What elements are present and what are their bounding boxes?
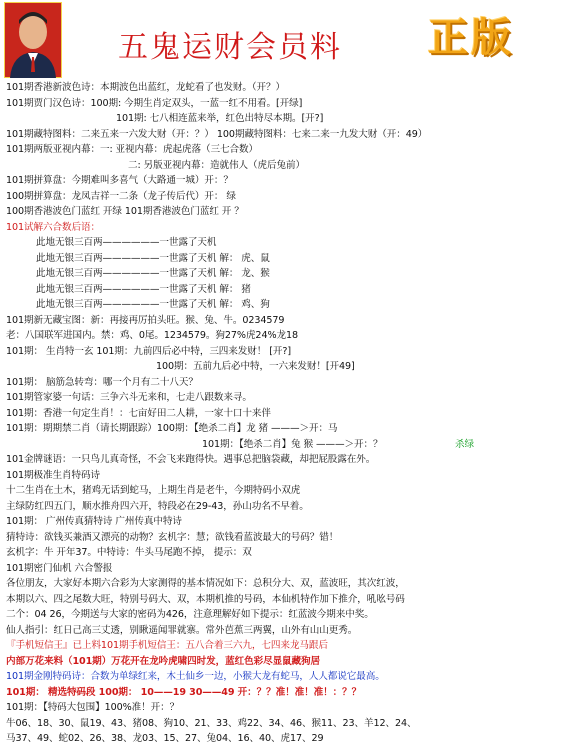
text-line: 101期： 脑筋急转弯：哪一个月有二十八天？ [6, 376, 198, 388]
text-line: 牛06、18、30、鼠19、43、猪08、狗10、21、33、鸡22、34、46、猴11、23、羊12、24、 [6, 717, 417, 729]
text-line: 此地无银三百两——————一世露了天机 [36, 237, 217, 248]
text-line: 101期密门仙机 六合警报 [6, 562, 113, 574]
text-line: 二个：04 26，今期送与大家的密码为426，注意理解好如下提示：红蓝波今期来中奖。 [6, 609, 374, 620]
text-line: 101期新无藏宝图：新：再接再厉拍头旺。猴、兔、牛。0234579 [6, 314, 285, 326]
text-line: 100期：五前九后必中特，一六来发财！[开49] [156, 361, 355, 372]
text-line: 老：八国联军进国内。禁：鸡、0尾。1234579。狗27%虎24%龙18 [6, 330, 298, 341]
text-line: 101期：【绝杀二肖】兔 猴 ———＞开：？ [202, 438, 383, 450]
text-line: 101期香港新波色诗：本期波色出蓝红，龙蛇看了也发财。（开？） [6, 82, 286, 93]
text-line: 101期：香港一句定生肖！：七亩好田二人耕，一家十口十来伴 [6, 407, 271, 419]
text-line: 二: 另版亚视内幕：造就伟人（虎后兔前） [128, 159, 305, 171]
text-line: 马37、49、蛇02、26、38、龙03、15、27、兔04、16、40、虎17、29 [6, 733, 324, 744]
text-line: 101期拼算盘：今期难叫多喜气（大路通一城）开：？ [6, 175, 233, 186]
text-line: 101期极准生肖特码诗 [6, 469, 100, 481]
text-line: 101金牌谜语：一只鸟儿真奇怪，不会飞来跑得快。遇事总把脑袋藏，却把屁股露在外。 [6, 454, 376, 465]
page-title: 五鬼运财会员料 [118, 30, 342, 65]
text-line: 101期: 七八相连蓝来举，红色出特尽本期。[开?] [116, 113, 324, 124]
text-line: 主绿防红四五门，顺水推舟四六开，特段必在29-43，孙山功名不早着。 [6, 500, 309, 512]
text-line: 101期两版亚视内幕：一: 亚视内幕：虎起虎落（三七合数） [6, 144, 258, 155]
genuine-stamp: 正版 [428, 15, 514, 61]
text-line: 101期：期期禁二肖（请长期跟踪）100期：【绝杀二肖】龙 猪 ———＞开：马 [6, 423, 338, 434]
text-line: 『手机短信王』已上料101期手机短信王：五八合着三六九，七四来龙马跟后 [6, 640, 328, 651]
text-line: 本期以六、四之尾数大旺，特别号码大、双，本期机推的号码，本仙机特作加下推介，吼吆号码 [6, 593, 405, 605]
text-line: 此地无银三百两——————一世露了天机 解： 鸡、狗 [36, 299, 270, 310]
result-tag: 杀绿 [455, 438, 474, 450]
text-line: 十二生肖在土木，猪鸡无话到蛇马，上期生肖是老牛，今期特码小双虎 [6, 485, 301, 496]
text-line: 此地无银三百两——————一世露了天机 解： 猪 [36, 283, 251, 295]
text-line: 101期：【特码大包围】100%准！开：？ [6, 702, 180, 713]
text-line: 101期： 生肖特一玄 101期：九前四后必中特，三四来发财！ [开?] [6, 345, 291, 357]
text-line: 101期管家婆一句话：三争六斗无来和，七走八跟数来寻。 [6, 392, 252, 403]
text-line: 猜特诗：欲钱买兼酒又漂亮的动物？玄机字：慧；欲钱看蓝波最大的号码？错！ [6, 531, 339, 543]
text-line: 100期拼算盘：龙凤吉祥一二条（龙子传后代）开： 绿 [6, 190, 236, 202]
text-line: 101期贾门汉色诗：100期: 今期生肖定双头，一蓝一红不用看。[开绿] [6, 97, 303, 109]
text-line: 101期金刚特码诗：合数为单绿红来，木土仙乡一边，小猴大龙有蛇马，人人都说它最高。 [6, 671, 385, 682]
text-line: 100期香港波色门蓝红 开绿 101期香港波色门蓝红 开 ？ [6, 206, 244, 217]
host-portrait [4, 2, 62, 78]
text-line: 101期： 广州传真猜特诗 广州传真中特诗 [6, 516, 182, 527]
text-line: 101期藏特图料：二来五来一六发大财（开：？） 100期藏特图料：七来二来一九发大财（开：49） [6, 128, 428, 140]
text-line: 此地无银三百两——————一世露了天机 解： 虎、鼠 [36, 252, 270, 264]
text-line: 101期： 精选特码段 100期： 10——19 30——49 开：？？准！准！准！：？？ [6, 686, 362, 698]
text-line: 仙人指引：红日己高三丈透，别瞅遥闻罪就寨。常外芭蕉三两翼，山外有山山更秀。 [6, 624, 358, 636]
text-line: 此地无银三百两——————一世露了天机 解： 龙、猴 [36, 268, 270, 279]
text-line: 玄机字：牛 开年37。中特诗：牛头马尾跑不掉， 提示：双 [6, 547, 252, 558]
text-line: 内部万花来料（101期）万花开在龙吟虎啸四时发，蓝红色彩尽显鼠藏狗居 [6, 655, 321, 667]
text-line: 101试解六合数后语： [6, 221, 100, 233]
text-line: 各位朋友，大家好本期六合彩为大家测得的基本情况如下：总积分大、双，蓝波旺，其次红波， [6, 578, 405, 589]
